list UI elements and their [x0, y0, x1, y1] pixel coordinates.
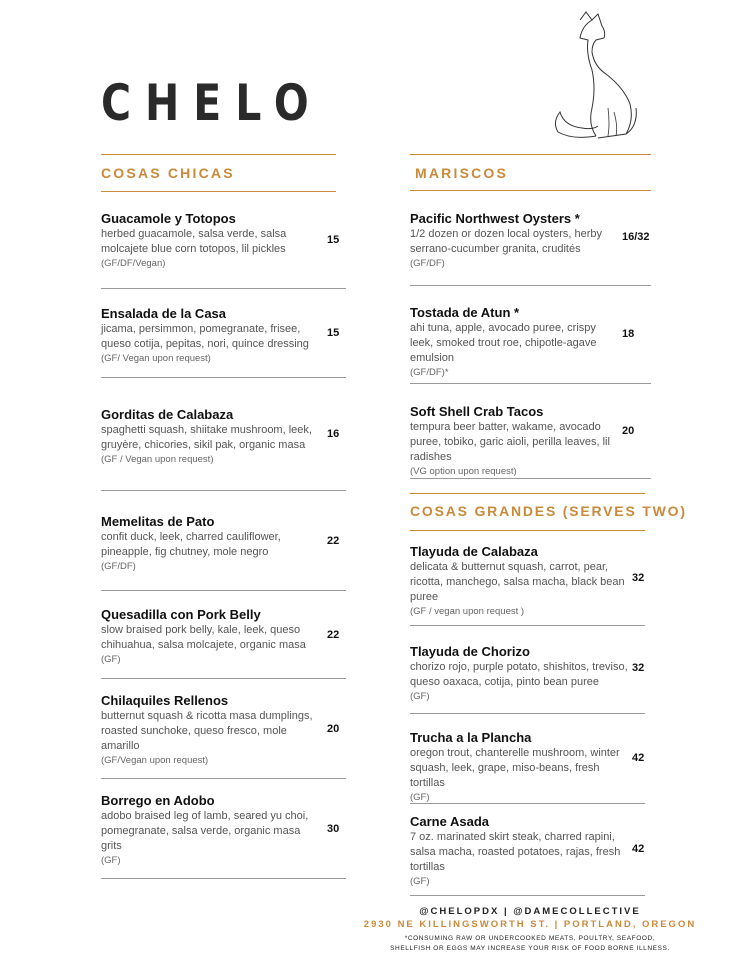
- divider: [101, 678, 346, 679]
- divider: [410, 713, 645, 714]
- divider: [410, 895, 645, 896]
- menu-item: [101, 514, 323, 574]
- divider: [101, 288, 346, 289]
- item-price: 22: [327, 535, 340, 547]
- section-title-mariscos: MARISCOS: [415, 165, 509, 181]
- menu-item: [410, 544, 632, 619]
- item-dietary-tags: (GF/ Vegan upon request): [101, 353, 211, 364]
- item-description: tempura beer batter, wakame, avocado puree, tobiko, garic aioli, perilla leaves, lil radishes: [410, 421, 610, 463]
- item-name: Tlayuda de Calabaza: [410, 544, 538, 559]
- menu-item: [410, 305, 620, 380]
- item-description: herbed guacamole, salsa verde, salsa molcajete blue corn totopos, lil pickles: [101, 228, 287, 255]
- section-title-cosas-grandes: COSAS GRANDES (SERVES TWO): [410, 503, 687, 519]
- menu-item: [410, 814, 632, 889]
- menu-item: [410, 644, 632, 704]
- divider: [410, 383, 651, 384]
- divider: [410, 190, 651, 191]
- item-dietary-tags: (GF / vegan upon request ): [410, 606, 525, 617]
- item-name: Carne Asada: [410, 814, 489, 829]
- item-dietary-tags: (VG option upon request): [410, 466, 517, 477]
- item-description: adobo braised leg of lamb, seared yu choi, pomegranate, salsa verde, organic masa grits: [101, 810, 309, 852]
- item-description: oregon trout, chanterelle mushroom, winter squash, leek, grape, miso-beans, fresh tortillas: [410, 747, 620, 789]
- item-dietary-tags: (GF / Vegan upon request): [101, 454, 214, 465]
- item-dietary-tags: (GF/DF/Vegan): [101, 258, 166, 269]
- address: 2930 NE KILLINGSWORTH ST. | PORTLAND, OREGON: [363, 919, 697, 930]
- item-description: jicama, persimmon, pomegranate, frisee, queso cotija, pepitas, nori, quince dressing: [101, 323, 309, 350]
- item-price: 30: [327, 823, 340, 835]
- divider: [410, 803, 645, 804]
- divider: [410, 285, 651, 286]
- divider: [101, 191, 336, 192]
- divider: [410, 478, 651, 479]
- menu-item: [101, 693, 323, 768]
- item-dietary-tags: (GF/Vegan upon request): [101, 755, 209, 766]
- divider: [101, 590, 346, 591]
- item-price: 22: [327, 629, 340, 641]
- social-handles: @CHELOPDX | @DAMECOLLECTIVE: [419, 906, 641, 917]
- item-dietary-tags: (GF): [410, 691, 430, 702]
- item-price: 16/32: [622, 231, 650, 243]
- divider: [410, 530, 645, 531]
- item-description: butternut squash & ricotta masa dumplings, roasted sunchoke, queso fresco, mole amarillo: [101, 710, 313, 752]
- item-name: Ensalada de la Casa: [101, 306, 227, 321]
- menu-item: [101, 793, 323, 868]
- menu-item: [101, 211, 323, 271]
- item-description: ahi tuna, apple, avocado puree, crispy leek, smoked trout roe, chipotle-agave emulsion: [410, 322, 597, 364]
- divider: [101, 778, 346, 779]
- menu-item: [101, 407, 323, 467]
- menu-item: [410, 730, 632, 805]
- item-name: Trucha a la Plancha: [410, 730, 532, 745]
- item-dietary-tags: (GF): [410, 792, 430, 803]
- item-description: delicata & butternut squash, carrot, pear, ricotta, manchego, salsa macha, black bean puree: [410, 561, 625, 603]
- disclaimer-line-1: *CONSUMING RAW OR UNDERCOOKED MEATS, POULTRY, SEAFOOD,: [404, 935, 656, 942]
- item-price: 32: [632, 572, 645, 584]
- divider: [101, 154, 336, 155]
- item-dietary-tags: (GF/DF): [410, 258, 445, 269]
- item-name: Guacamole y Totopos: [101, 211, 236, 226]
- item-price: 20: [622, 425, 635, 437]
- item-price: 20: [327, 723, 340, 735]
- item-description: 7 oz. marinated skirt steak, charred rapini, salsa macha, roasted potatoes, rajas, fresh tortillas: [410, 831, 621, 873]
- item-description: chorizo rojo, purple potato, shishitos, treviso, queso oaxaca, cotija, pinto bean puree: [410, 661, 628, 688]
- item-dietary-tags: (GF): [101, 855, 121, 866]
- item-dietary-tags: (GF): [410, 876, 430, 887]
- item-name: Tostada de Atun *: [410, 305, 520, 320]
- item-dietary-tags: (GF): [101, 654, 121, 665]
- item-price: 15: [327, 234, 340, 246]
- item-price: 18: [622, 328, 635, 340]
- item-description: spaghetti squash, shiitake mushroom, leek, gruyère, chicories, sikil pak, organic masa: [101, 424, 312, 451]
- restaurant-name: CHELO: [101, 74, 323, 132]
- item-name: Soft Shell Crab Tacos: [410, 404, 544, 419]
- menu-item: [101, 607, 323, 667]
- divider: [410, 154, 651, 155]
- divider: [101, 878, 346, 879]
- item-description: confit duck, leek, charred cauliflower, pineapple, fig chutney, mole negro: [101, 531, 281, 558]
- divider: [101, 490, 346, 491]
- item-name: Gorditas de Calabaza: [101, 407, 234, 422]
- menu-item: [410, 211, 620, 271]
- item-name: Pacific Northwest Oysters *: [410, 211, 580, 226]
- item-price: 42: [632, 752, 645, 764]
- item-name: Memelitas de Pato: [101, 514, 215, 529]
- disclaimer-line-2: SHELLFISH OR EGGS MAY INCREASE YOUR RISK OF FOOD BORNE ILLNESS.: [390, 945, 670, 952]
- item-price: 16: [327, 428, 340, 440]
- item-dietary-tags: (GF/DF)*: [410, 367, 449, 378]
- item-name: Quesadilla con Pork Belly: [101, 607, 261, 622]
- divider: [410, 625, 645, 626]
- item-price: 32: [632, 662, 645, 674]
- divider: [101, 377, 346, 378]
- menu-item: [410, 404, 620, 479]
- item-name: Borrego en Adobo: [101, 793, 215, 808]
- item-dietary-tags: (GF/DF): [101, 561, 136, 572]
- item-price: 15: [327, 327, 340, 339]
- item-description: slow braised pork belly, kale, leek, queso chihuahua, salsa molcajete, organic masa: [101, 624, 306, 651]
- item-name: Chilaquiles Rellenos: [101, 693, 229, 708]
- item-price: 42: [632, 843, 645, 855]
- menu-item: [101, 306, 323, 366]
- item-description: 1/2 dozen or dozen local oysters, herby serrano-cucumber granita, crudités: [410, 228, 603, 255]
- item-name: Tlayuda de Chorizo: [410, 644, 530, 659]
- divider: [410, 493, 645, 494]
- section-title-cosas-chicas: COSAS CHICAS: [101, 165, 235, 181]
- fox-illustration-icon: [552, 8, 652, 148]
